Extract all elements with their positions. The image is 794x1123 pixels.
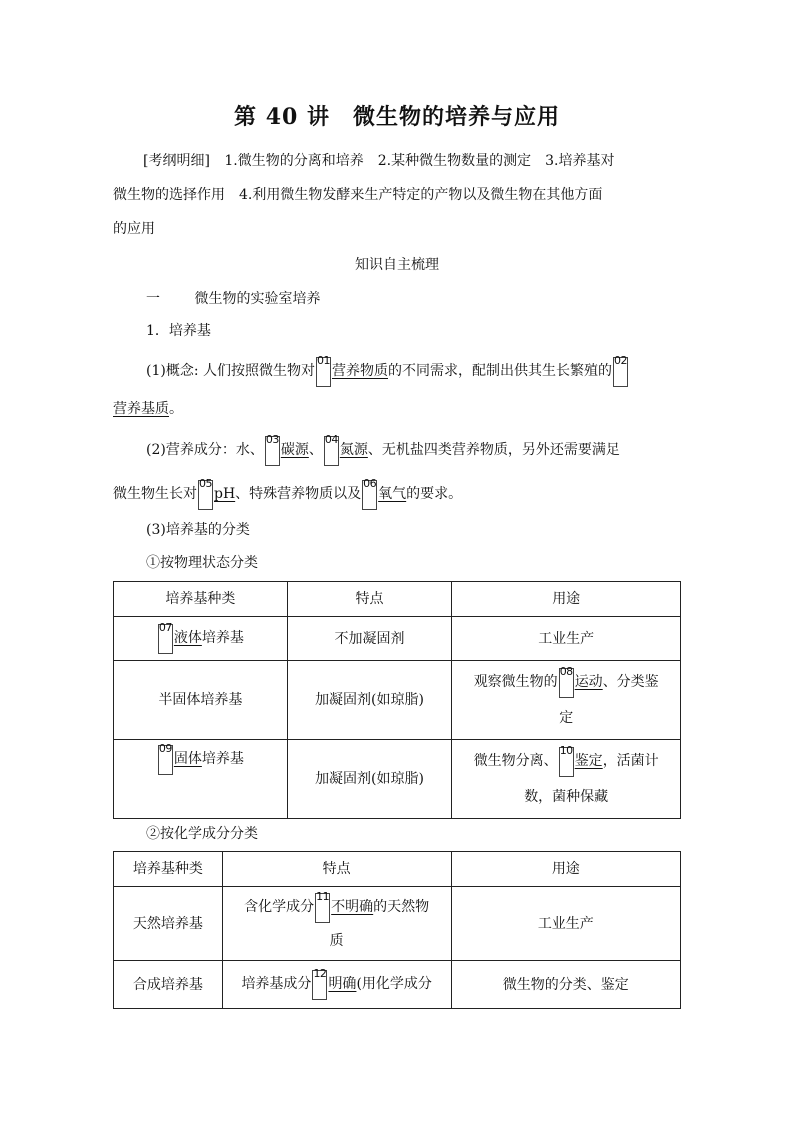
lesson-title: 第 40 讲 微生物的培养与应用 bbox=[234, 104, 560, 130]
answer-box-02 bbox=[613, 354, 628, 387]
answer-09: 固体 bbox=[173, 751, 202, 767]
cell-use bbox=[452, 661, 681, 740]
by-state-heading: ①按物理状态分类 bbox=[146, 555, 258, 571]
blank-number: 12 bbox=[313, 966, 327, 980]
table-physical-state bbox=[113, 581, 681, 819]
feature-pre: 含化学成分 bbox=[244, 898, 315, 915]
blank-number: 10 bbox=[559, 744, 573, 757]
outline-line-1 bbox=[143, 150, 614, 170]
by-chem-heading: ②按化学成分分类 bbox=[146, 826, 258, 842]
header-feature: 特点 bbox=[287, 582, 452, 617]
answer-box-05 bbox=[198, 477, 213, 510]
nutrients-pre: (2)营养成分：水、 bbox=[146, 442, 264, 458]
cell-kind bbox=[114, 617, 288, 661]
cell-feature bbox=[222, 961, 451, 1009]
use-end: 数，菌种保藏 bbox=[524, 789, 609, 805]
header-use: 用途 bbox=[452, 582, 681, 617]
nutrients-line-1 bbox=[146, 433, 620, 466]
blank-number: 01 bbox=[317, 354, 330, 367]
outline-tag: [考纲明细] bbox=[143, 153, 210, 169]
nutrients-mid3: 、特殊营养物质以及 bbox=[235, 486, 362, 502]
kind-rest: 培养基 bbox=[201, 629, 244, 646]
answer-06: 氧气 bbox=[378, 486, 407, 502]
concept-pre: (1)概念: 人们按照微生物对 bbox=[146, 363, 315, 379]
cell-use: 工业生产 bbox=[451, 887, 680, 961]
concept-line-1 bbox=[146, 354, 629, 387]
table-header-row bbox=[114, 852, 681, 887]
classify-heading: (3)培养基的分类 bbox=[146, 522, 250, 538]
answer-box-09 bbox=[158, 742, 173, 775]
cell-kind: 半固体培养基 bbox=[114, 661, 288, 740]
feature-post: (用化学成分 bbox=[356, 975, 432, 992]
table-row bbox=[114, 961, 681, 1009]
table-row bbox=[114, 740, 681, 819]
table-row bbox=[114, 661, 681, 740]
blank-number: 03 bbox=[265, 433, 279, 446]
cell-use bbox=[452, 740, 681, 819]
nutrients-end: 的要求。 bbox=[406, 486, 463, 502]
outline-line-3: 的应用 bbox=[113, 221, 155, 237]
outline-line-2: 微生物的选择作用 4.利用微生物发酵来生产特定的产物以及微生物在其他方面 bbox=[113, 187, 603, 203]
answer-box-03 bbox=[265, 433, 280, 466]
feature-end: 质 bbox=[329, 932, 344, 949]
answer-box-12 bbox=[312, 966, 327, 1000]
answer-01: 营养物质 bbox=[332, 363, 388, 379]
cell-use: 工业生产 bbox=[452, 617, 681, 661]
kind-rest: 培养基 bbox=[201, 751, 244, 767]
answer-box-04 bbox=[324, 433, 339, 466]
nutrients-sep: 、 bbox=[308, 442, 323, 458]
blank-number: 05 bbox=[199, 477, 212, 490]
answer-04: 氮源 bbox=[339, 442, 368, 458]
part-one-title: 微生物的实验室培养 bbox=[194, 291, 321, 307]
part-one-heading bbox=[146, 288, 320, 308]
answer-box-08 bbox=[559, 665, 574, 698]
header-feature: 特点 bbox=[222, 852, 451, 887]
cell-kind: 合成培养基 bbox=[114, 961, 223, 1009]
subheading-medium: 1．培养基 bbox=[146, 323, 211, 339]
use-pre: 观察微生物的 bbox=[473, 674, 558, 690]
answer-box-11 bbox=[315, 889, 330, 923]
feature-post: 的天然物 bbox=[373, 898, 430, 915]
header-kind: 培养基种类 bbox=[114, 582, 288, 617]
nutrients-mid2: 微生物生长对 bbox=[113, 486, 197, 502]
outline-text-1: 1.微生物的分离和培养 2.某种微生物数量的测定 3.培养基对 bbox=[224, 153, 615, 169]
feature-pre: 培养基成分 bbox=[241, 975, 312, 992]
cell-feature bbox=[222, 887, 451, 961]
table-row bbox=[114, 617, 681, 661]
answer-box-06 bbox=[362, 477, 377, 510]
cell-kind: 天然培养基 bbox=[114, 887, 223, 961]
cell-use: 微生物的分类、鉴定 bbox=[451, 961, 680, 1009]
blank-number: 08 bbox=[559, 665, 573, 678]
header-use: 用途 bbox=[451, 852, 680, 887]
blank-number: 09 bbox=[158, 742, 172, 755]
blank-number: 07 bbox=[158, 620, 172, 634]
blank-number: 02 bbox=[614, 354, 627, 367]
header-kind: 培养基种类 bbox=[114, 852, 223, 887]
answer-12: 明确 bbox=[328, 975, 357, 992]
answer-box-07 bbox=[158, 620, 173, 654]
table-row bbox=[114, 887, 681, 961]
use-end: 定 bbox=[559, 710, 574, 726]
use-pre: 微生物分离、 bbox=[473, 753, 558, 769]
cell-feature: 不加凝固剂 bbox=[287, 617, 452, 661]
answer-08: 运动 bbox=[574, 674, 603, 690]
concept-line-2 bbox=[113, 398, 183, 418]
answer-10: 鉴定 bbox=[574, 753, 603, 769]
part-one-number: 一 bbox=[146, 291, 160, 307]
section-heading: 知识自主梳理 bbox=[355, 257, 439, 273]
table-header-row bbox=[114, 582, 681, 617]
blank-number: 06 bbox=[363, 477, 377, 490]
answer-11: 不明确 bbox=[331, 898, 374, 915]
blank-number: 11 bbox=[316, 889, 330, 903]
cell-feature: 加凝固剂(如琼脂) bbox=[287, 661, 452, 740]
concept-mid: 的不同需求，配制出供其生长繁殖的 bbox=[388, 363, 612, 379]
blank-number: 04 bbox=[324, 433, 338, 446]
answer-box-10 bbox=[559, 744, 574, 777]
answer-03: 碳源 bbox=[280, 442, 309, 458]
use-post: ，活菌计 bbox=[602, 753, 659, 769]
answer-07: 液体 bbox=[173, 629, 202, 646]
nutrients-mid1: 、无机盐四类营养物质，另外还需要满足 bbox=[367, 442, 620, 458]
concept-end: 。 bbox=[169, 401, 183, 417]
cell-kind bbox=[114, 740, 288, 819]
use-post: 、分类鉴 bbox=[602, 674, 659, 690]
answer-02: 营养基质 bbox=[113, 401, 169, 417]
cell-feature: 加凝固剂(如琼脂) bbox=[287, 740, 452, 819]
answer-05: pH bbox=[214, 486, 236, 502]
answer-box-01 bbox=[316, 354, 331, 387]
table-chemical bbox=[113, 851, 681, 1009]
nutrients-line-2 bbox=[113, 477, 463, 510]
